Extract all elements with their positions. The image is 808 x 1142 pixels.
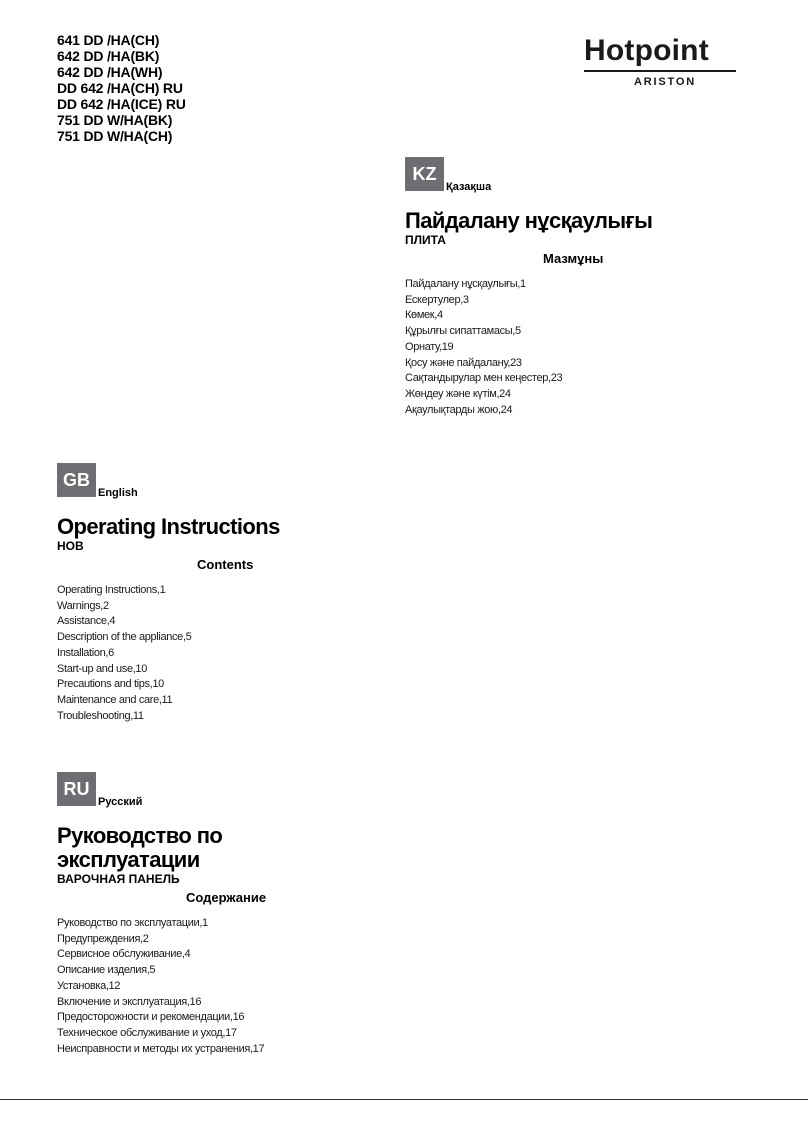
language-code-badge: RU [57,772,96,806]
toc-item: Precautions and tips,10 [57,678,164,691]
toc-item: Көмек,4 [405,309,443,322]
model-list [57,32,186,144]
section-title: Пайдалану нұсқаулығы [405,208,653,233]
language-code-badge: KZ [405,157,444,191]
table-of-contents [57,583,367,724]
model-number: 751 DD W/HA(BK) [57,112,173,128]
table-of-contents [405,277,715,418]
brand-name: Hotpoint [584,34,709,67]
toc-item: Maintenance and care,11 [57,693,173,706]
toc-item: Включение и эксплуатация,16 [57,995,202,1008]
brand-divider [584,70,736,72]
brand-logo [584,34,736,88]
section-subtitle: ПЛИТА [405,233,446,247]
contents-heading: Contents [197,557,254,572]
section-title: Operating Instructions [57,514,280,539]
language-header [57,772,367,806]
language-name: Русский [98,796,143,808]
toc-item: Warnings,2 [57,599,109,612]
toc-item: Ақаулықтарды жою,24 [405,403,513,416]
brand-subtitle: ARISTON [634,76,696,88]
toc-item: Орнату,19 [405,340,454,353]
toc-item: Описание изделия,5 [57,964,156,977]
language-name: English [98,487,138,499]
toc-item: Предосторожности и рекомендации,16 [57,1011,245,1024]
toc-item: Operating Instructions,1 [57,584,166,596]
toc-item: Руководство по эксплуатации,1 [57,917,208,929]
toc-item: Неисправности и методы их устранения,17 [57,1042,265,1055]
toc-item: Предупреждения,2 [57,932,149,945]
model-number: 751 DD W/HA(CH) [57,128,173,144]
section-title: Руководство по эксплуатации [57,823,223,872]
toc-item: Ескертулер,3 [405,293,469,306]
model-number: 642 DD /HA(WH) [57,64,163,80]
language-header [57,463,367,497]
toc-item: Пайдалану нұсқаулығы,1 [405,278,526,290]
toc-item: Description of the appliance,5 [57,631,192,644]
contents-heading: Содержание [186,890,267,905]
table-of-contents [57,916,367,1057]
contents-heading: Мазмұны [543,251,604,266]
section-gb [57,463,367,724]
toc-item: Troubleshooting,11 [57,709,144,722]
toc-item: Жөндеу және күтім,24 [405,387,511,400]
toc-item: Installation,6 [57,646,114,659]
toc-item: Қосу және пайдалану,23 [405,356,522,369]
toc-item: Assistance,4 [57,615,116,628]
toc-item: Start-up and use,10 [57,662,147,675]
section-subtitle: ВАРОЧНАЯ ПАНЕЛЬ [57,872,180,886]
language-name: Қазақша [446,181,492,193]
toc-item: Құрылғы сипаттамасы,5 [405,325,521,338]
language-code-badge: GB [57,463,96,497]
section-kz [405,157,715,418]
toc-item: Сервисное обслуживание,4 [57,948,191,961]
section-subtitle: HOB [57,539,84,553]
toc-item: Сақтандырулар мен кеңестер,23 [405,372,563,385]
toc-item: Установка,12 [57,979,121,992]
model-number: 641 DD /HA(CH) [57,32,160,48]
model-number: DD 642 /HA(CH) RU [57,80,183,96]
toc-item: Техническое обслуживание и уход,17 [57,1026,237,1039]
model-number: 642 DD /HA(BK) [57,48,160,64]
language-header [405,157,715,191]
footer-divider [0,1099,808,1100]
model-number: DD 642 /HA(ICE) RU [57,96,186,112]
section-ru [57,772,367,1057]
